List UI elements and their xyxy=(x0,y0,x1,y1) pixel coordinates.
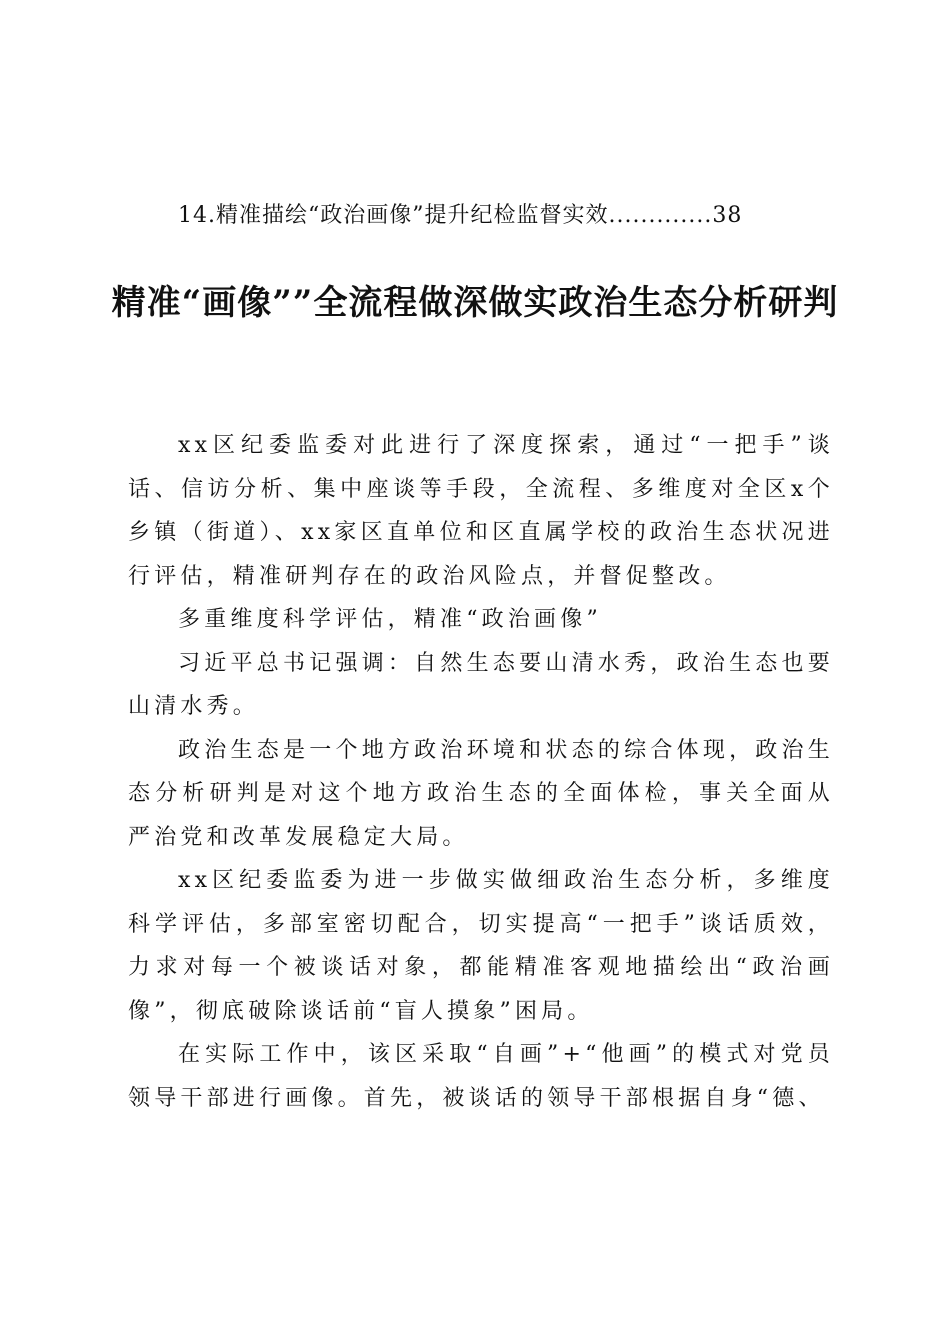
section-heading: 多重维度科学评估，精准“政治画像” xyxy=(178,607,602,632)
article-title: 精准“画像””全流程做深做实政治生态分析研判 xyxy=(111,283,839,323)
paragraph-measures: xx区纪委监委为进一步做实做细政治生态分析，多维度科学评估，多部室密切配合，切实提高“一把手”谈话质效，力求对每一个被谈话对象，都能精准客观地描绘出“政治画像”，彻底破除谈话前“盲人摸象”困局。 xyxy=(128,868,834,1024)
paragraph-definition: 政治生态是一个地方政治环境和状态的综合体现，政治生态分析研判是对这个地方政治生态的全面体检，事关全面从严治党和改革发展稳定大局。 xyxy=(128,737,834,850)
paragraph-quote: 习近平总书记强调：自然生态要山清水秀，政治生态也要山清水秀。 xyxy=(128,650,834,719)
toc-entry: 14.精准描绘“政治画像”提升纪检监督实效.............38 xyxy=(178,203,743,228)
paragraph-intro: xx区纪委监委对此进行了深度探索，通过“一把手”谈话、信访分析、集中座谈等手段，全流程、多维度对全区x个乡镇（街道）、xx家区直单位和区直属学校的政治生态状况进行评估，精准研判存在的政治风险点，并督促整改。 xyxy=(128,433,834,589)
article-body xyxy=(128,424,834,1120)
paragraph-practice: 在实际工作中，该区采取“自画”+“他画”的模式对党员领导干部进行画像。首先，被谈话的领导干部根据自身“德、 xyxy=(128,1042,834,1111)
